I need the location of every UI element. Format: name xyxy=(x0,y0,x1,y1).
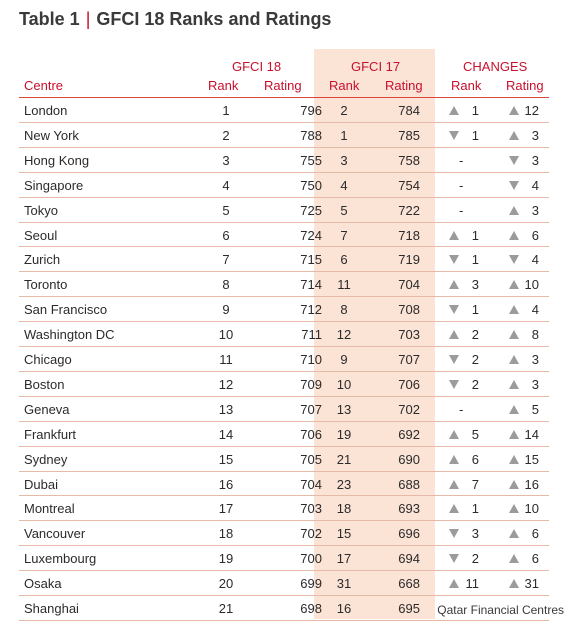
rating-gfci17: 695 xyxy=(398,601,420,616)
rating-change xyxy=(509,198,569,223)
rating-gfci18: 698 xyxy=(300,601,322,616)
rank-gfci17: 5 xyxy=(340,202,348,218)
arrow-up-icon xyxy=(509,480,519,489)
rank-gfci18: 7 xyxy=(222,252,230,268)
rating-gfci17: 668 xyxy=(398,576,420,592)
centre-name: Shanghai xyxy=(24,601,79,616)
rating-gfci17: 696 xyxy=(398,526,420,542)
change-value: 6 xyxy=(531,526,539,542)
rating-change xyxy=(509,173,569,198)
table-row xyxy=(0,272,570,297)
change-value: 3 xyxy=(531,127,539,143)
no-change-dash: - xyxy=(459,202,464,218)
centre-name: Seoul xyxy=(24,227,58,243)
rank-gfci18: 17 xyxy=(218,501,234,517)
rank-gfci18: 1 xyxy=(222,103,230,118)
rating-change xyxy=(509,422,569,447)
centre-name: Dubai xyxy=(24,476,58,492)
change-value: 2 xyxy=(471,352,479,367)
rank-change xyxy=(449,272,509,297)
table-label: Table 1 xyxy=(19,9,80,29)
rating-gfci18: 705 xyxy=(300,451,322,467)
rating-gfci17: 754 xyxy=(398,177,420,193)
rank-gfci18: 10 xyxy=(218,327,234,343)
header-rank-change: Rank xyxy=(451,78,482,93)
header-gfci17: GFCI 17 xyxy=(351,59,401,74)
header-rating-change: Rating xyxy=(506,78,544,93)
table-row xyxy=(0,98,570,123)
rating-gfci17: 704 xyxy=(398,277,420,293)
rank-gfci18: 12 xyxy=(218,376,234,392)
centre-name: London xyxy=(24,103,68,118)
rating-change xyxy=(509,397,569,422)
rating-change xyxy=(509,372,569,397)
rating-change xyxy=(509,297,569,322)
rating-change xyxy=(509,546,569,571)
rank-change xyxy=(449,472,509,497)
rating-gfci17: 708 xyxy=(398,302,420,318)
arrow-up-icon xyxy=(509,305,519,314)
centre-name: Washington DC xyxy=(24,327,115,343)
rank-gfci17: 11 xyxy=(337,277,351,293)
change-value: 2 xyxy=(471,376,479,392)
rating-gfci18: 755 xyxy=(300,152,322,168)
rating-change xyxy=(509,272,569,297)
rank-gfci18: 13 xyxy=(218,401,234,417)
centre-name: Hong Kong xyxy=(24,152,90,168)
rating-gfci17: 706 xyxy=(398,376,420,392)
change-value: 2 xyxy=(471,551,479,567)
arrow-up-icon xyxy=(449,106,459,115)
rank-change xyxy=(449,372,509,397)
arrow-up-icon xyxy=(449,430,459,439)
rank-change xyxy=(449,148,509,173)
change-value: 1 xyxy=(471,252,479,268)
arrow-up-icon xyxy=(509,355,519,364)
arrow-down-icon xyxy=(449,131,459,140)
arrow-up-icon xyxy=(449,330,459,339)
change-value: 10 xyxy=(524,277,539,293)
arrow-up-icon xyxy=(509,131,519,140)
rank-gfci17: 17 xyxy=(336,551,352,567)
table-title-text: GFCI 18 Ranks and Ratings xyxy=(96,9,332,29)
header-rank-17: Rank xyxy=(329,78,360,93)
header-rank-18: Rank xyxy=(208,78,239,93)
change-value: 8 xyxy=(531,327,539,343)
arrow-up-icon xyxy=(449,480,459,489)
rank-gfci17: 6 xyxy=(340,252,348,268)
change-value: 5 xyxy=(531,401,539,417)
rank-gfci17: 13 xyxy=(336,401,352,417)
rating-gfci18: 788 xyxy=(300,127,322,143)
rating-gfci17: 722 xyxy=(398,202,420,218)
rank-gfci18: 11 xyxy=(219,352,233,367)
rating-gfci17: 702 xyxy=(398,401,420,417)
rank-change xyxy=(449,422,509,447)
table-row xyxy=(0,472,570,497)
change-value: 16 xyxy=(524,476,539,492)
arrow-up-icon xyxy=(509,206,519,215)
rank-change xyxy=(449,322,509,347)
table-row xyxy=(0,322,570,347)
rating-gfci17: 690 xyxy=(398,451,420,467)
table-row xyxy=(0,247,570,272)
centre-name: Osaka xyxy=(24,576,62,592)
watermark: Qatar Financial Centres xyxy=(437,603,564,617)
change-value: 2 xyxy=(471,327,479,343)
rank-gfci17: 4 xyxy=(340,177,348,193)
table-row xyxy=(0,546,570,571)
centre-name: Toronto xyxy=(24,277,68,293)
centre-name: Vancouver xyxy=(24,526,86,542)
title-separator: | xyxy=(85,9,91,29)
arrow-up-icon xyxy=(509,430,519,439)
rank-change xyxy=(449,247,509,272)
rank-change xyxy=(449,123,509,148)
change-value: 1 xyxy=(471,103,479,118)
centre-name: Singapore xyxy=(24,177,84,193)
arrow-up-icon xyxy=(509,106,519,115)
rating-gfci17: 718 xyxy=(398,227,420,243)
change-value: 3 xyxy=(531,376,539,392)
arrow-down-icon xyxy=(509,156,519,165)
centre-name: Zurich xyxy=(24,252,61,268)
change-value: 3 xyxy=(531,152,539,168)
centre-name: Sydney xyxy=(24,451,68,467)
arrow-up-icon xyxy=(509,504,519,513)
table-row xyxy=(0,496,570,521)
rank-change xyxy=(449,571,509,596)
arrow-up-icon xyxy=(449,504,459,513)
rating-change xyxy=(509,447,569,472)
rating-gfci18: 707 xyxy=(300,401,322,417)
arrow-down-icon xyxy=(449,255,459,264)
rank-gfci17: 10 xyxy=(336,376,352,392)
change-value: 3 xyxy=(531,202,539,218)
arrow-up-icon xyxy=(509,280,519,289)
change-value: 3 xyxy=(471,526,479,542)
arrow-up-icon xyxy=(509,529,519,538)
arrow-up-icon xyxy=(509,455,519,464)
change-value: 6 xyxy=(531,551,539,567)
arrow-up-icon xyxy=(509,554,519,563)
rating-change xyxy=(509,247,569,272)
rating-gfci17: 758 xyxy=(398,152,420,168)
table-row xyxy=(0,148,570,173)
change-value: 14 xyxy=(524,426,539,442)
rating-change xyxy=(509,571,569,596)
rank-change xyxy=(449,173,509,198)
centre-name: Montreal xyxy=(24,501,75,517)
table-row xyxy=(0,223,570,248)
rank-gfci18: 19 xyxy=(218,551,234,567)
centre-name: Tokyo xyxy=(24,202,58,218)
rating-change xyxy=(509,322,569,347)
rank-change xyxy=(449,447,509,472)
rating-gfci18: 725 xyxy=(300,202,322,218)
rating-gfci18: 710 xyxy=(300,352,322,367)
rating-gfci18: 724 xyxy=(300,227,322,243)
rating-gfci17: 693 xyxy=(398,501,420,517)
arrow-down-icon xyxy=(449,529,459,538)
rank-gfci18: 20 xyxy=(218,576,234,592)
no-change-dash: - xyxy=(459,401,464,417)
header-rating-17: Rating xyxy=(385,78,423,93)
no-change-dash: - xyxy=(459,177,464,193)
arrow-down-icon xyxy=(449,554,459,563)
rank-change xyxy=(449,297,509,322)
arrow-up-icon xyxy=(449,579,459,588)
rating-gfci17: 719 xyxy=(398,252,420,268)
rank-gfci18: 18 xyxy=(218,526,234,542)
header-changes: CHANGES xyxy=(463,59,528,74)
rank-change xyxy=(449,397,509,422)
table-row xyxy=(0,571,570,596)
change-value: 15 xyxy=(524,451,539,467)
rank-gfci18: 2 xyxy=(222,127,230,143)
change-value: 12 xyxy=(524,103,539,118)
arrow-up-icon xyxy=(509,231,519,240)
rank-gfci17: 8 xyxy=(340,302,348,318)
rank-gfci17: 31 xyxy=(336,576,352,592)
rating-gfci18: 706 xyxy=(300,426,322,442)
rank-gfci17: 2 xyxy=(340,103,348,118)
rating-gfci18: 702 xyxy=(300,526,322,542)
centre-name: New York xyxy=(24,127,79,143)
rank-change xyxy=(449,546,509,571)
header-rating-18: Rating xyxy=(264,78,302,93)
arrow-up-icon xyxy=(449,231,459,240)
change-value: 1 xyxy=(471,302,479,318)
rating-gfci17: 703 xyxy=(398,327,420,343)
arrow-down-icon xyxy=(449,305,459,314)
arrow-down-icon xyxy=(509,181,519,190)
rank-change xyxy=(449,496,509,521)
rating-gfci17: 707 xyxy=(398,352,420,367)
arrow-up-icon xyxy=(509,405,519,414)
rank-gfci17: 16 xyxy=(336,601,352,616)
rank-gfci18: 8 xyxy=(222,277,230,293)
rank-gfci18: 14 xyxy=(218,426,234,442)
change-value: 4 xyxy=(531,302,539,318)
table-row xyxy=(0,297,570,322)
change-value: 6 xyxy=(531,227,539,243)
rating-gfci18: 704 xyxy=(300,476,322,492)
table-row xyxy=(0,173,570,198)
rating-gfci17: 694 xyxy=(398,551,420,567)
rank-change xyxy=(449,198,509,223)
rank-gfci18: 5 xyxy=(222,202,230,218)
rating-gfci18: 712 xyxy=(300,302,322,318)
change-value: 31 xyxy=(524,576,539,592)
change-value: 6 xyxy=(471,451,479,467)
rank-gfci17: 3 xyxy=(340,152,348,168)
change-value: 4 xyxy=(531,177,539,193)
rank-gfci17: 15 xyxy=(336,526,352,542)
header-gfci18: GFCI 18 xyxy=(232,59,282,74)
rating-gfci18: 703 xyxy=(300,501,322,517)
change-value: 1 xyxy=(471,127,479,143)
no-change-dash: - xyxy=(459,152,464,168)
change-value: 3 xyxy=(471,277,479,293)
rating-gfci18: 699 xyxy=(300,576,322,592)
rank-gfci17: 18 xyxy=(336,501,352,517)
rank-change xyxy=(449,521,509,546)
rank-gfci17: 9 xyxy=(340,352,348,367)
arrow-down-icon xyxy=(449,380,459,389)
rating-gfci18: 714 xyxy=(300,277,322,293)
table-row xyxy=(0,397,570,422)
rating-gfci18: 700 xyxy=(300,551,322,567)
rank-gfci18: 16 xyxy=(218,476,234,492)
rating-change xyxy=(509,347,569,372)
change-value: 7 xyxy=(471,476,479,492)
arrow-up-icon xyxy=(509,330,519,339)
rank-gfci17: 19 xyxy=(336,426,352,442)
rating-gfci17: 784 xyxy=(398,103,420,118)
centre-name: Luxembourg xyxy=(24,551,97,567)
table-row xyxy=(0,347,570,372)
rank-gfci18: 21 xyxy=(218,601,234,616)
rank-gfci17: 12 xyxy=(336,327,352,343)
change-value: 4 xyxy=(531,252,539,268)
rank-change xyxy=(449,223,509,248)
rank-gfci17: 7 xyxy=(340,227,348,243)
change-value: 1 xyxy=(471,227,479,243)
rank-gfci18: 4 xyxy=(222,177,230,193)
centre-name: San Francisco xyxy=(24,302,108,318)
change-value: 3 xyxy=(531,352,539,367)
rank-gfci17: 21 xyxy=(336,451,352,467)
rank-gfci17: 1 xyxy=(340,127,348,143)
rank-gfci18: 3 xyxy=(222,152,230,168)
rank-gfci18: 9 xyxy=(222,302,230,318)
table-row xyxy=(0,372,570,397)
centre-name: Chicago xyxy=(24,352,72,367)
rating-change xyxy=(509,496,569,521)
rating-gfci18: 750 xyxy=(300,177,322,193)
header-centre: Centre xyxy=(24,78,64,93)
change-value: 5 xyxy=(471,426,479,442)
centre-name: Boston xyxy=(24,376,65,392)
arrow-down-icon xyxy=(509,255,519,264)
arrow-up-icon xyxy=(449,280,459,289)
rank-gfci17: 23 xyxy=(336,476,352,492)
rank-change xyxy=(449,98,509,123)
rating-change xyxy=(509,98,569,123)
table-row xyxy=(0,521,570,546)
change-value: 11 xyxy=(465,576,479,592)
rating-gfci18: 796 xyxy=(300,103,322,118)
rank-change xyxy=(449,347,509,372)
rank-gfci18: 15 xyxy=(218,451,234,467)
table-row xyxy=(0,447,570,472)
rating-gfci18: 709 xyxy=(300,376,322,392)
rating-gfci18: 715 xyxy=(300,252,322,268)
table-row xyxy=(0,123,570,148)
arrow-down-icon xyxy=(449,355,459,364)
table-row xyxy=(0,198,570,223)
rating-gfci17: 692 xyxy=(398,426,420,442)
arrow-up-icon xyxy=(449,455,459,464)
rating-gfci17: 785 xyxy=(398,127,420,143)
change-value: 1 xyxy=(471,501,479,517)
rating-change xyxy=(509,223,569,248)
arrow-up-icon xyxy=(509,579,519,588)
rating-change xyxy=(509,521,569,546)
rating-change xyxy=(509,123,569,148)
rating-gfci18: 711 xyxy=(301,327,322,343)
rating-change xyxy=(509,472,569,497)
arrow-up-icon xyxy=(509,380,519,389)
rank-gfci18: 6 xyxy=(222,227,230,243)
rating-change xyxy=(509,148,569,173)
change-value: 10 xyxy=(524,501,539,517)
rating-gfci17: 688 xyxy=(398,476,420,492)
centre-name: Frankfurt xyxy=(24,426,77,442)
table-title xyxy=(19,9,331,30)
centre-name: Geneva xyxy=(24,401,70,417)
table-row xyxy=(0,422,570,447)
